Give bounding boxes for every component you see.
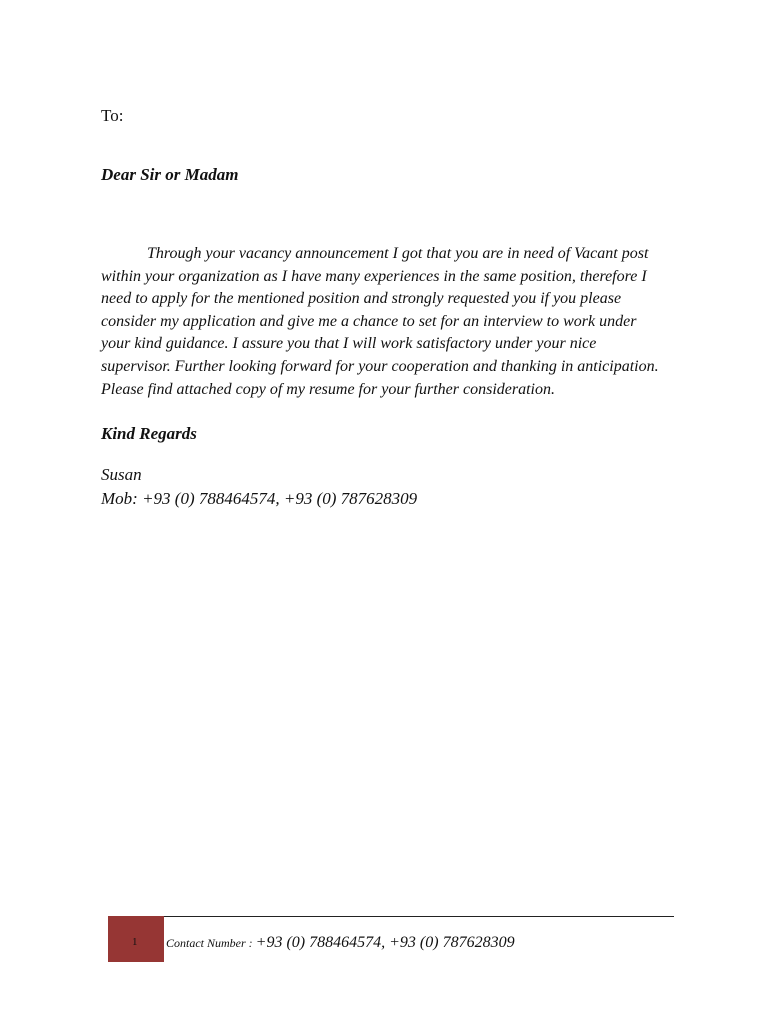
- sender-mobile: Mob: +93 (0) 788464574, +93 (0) 787628309: [101, 489, 418, 508]
- page-number: 1: [132, 936, 138, 948]
- salutation: Dear Sir or Madam: [101, 165, 239, 184]
- letter-body: [101, 243, 667, 401]
- recipient-line: To:: [101, 106, 124, 125]
- footer-contact: [166, 934, 515, 952]
- footer-rule: [164, 916, 674, 917]
- closing: Kind Regards: [101, 424, 197, 443]
- footer-contact-label: Contact Number :: [166, 936, 256, 950]
- body-paragraph: Through your vacancy announcement I got that you are in need of Vacant post within your organization as I have many experiences in the same position, therefore I need to apply for the mentioned position and strongly requested you if you please consider my application and give me a chance to set for an interview to work under your kind guidance. I assure you that I will work satisfactory under your nice supervisor. Further looking forward for your cooperation and thanking in anticipation. Please find attached copy of my resume for your further consideration.: [101, 245, 659, 398]
- footer-contact-value: +93 (0) 788464574, +93 (0) 787628309: [255, 934, 515, 951]
- sender-name: Susan: [101, 465, 142, 484]
